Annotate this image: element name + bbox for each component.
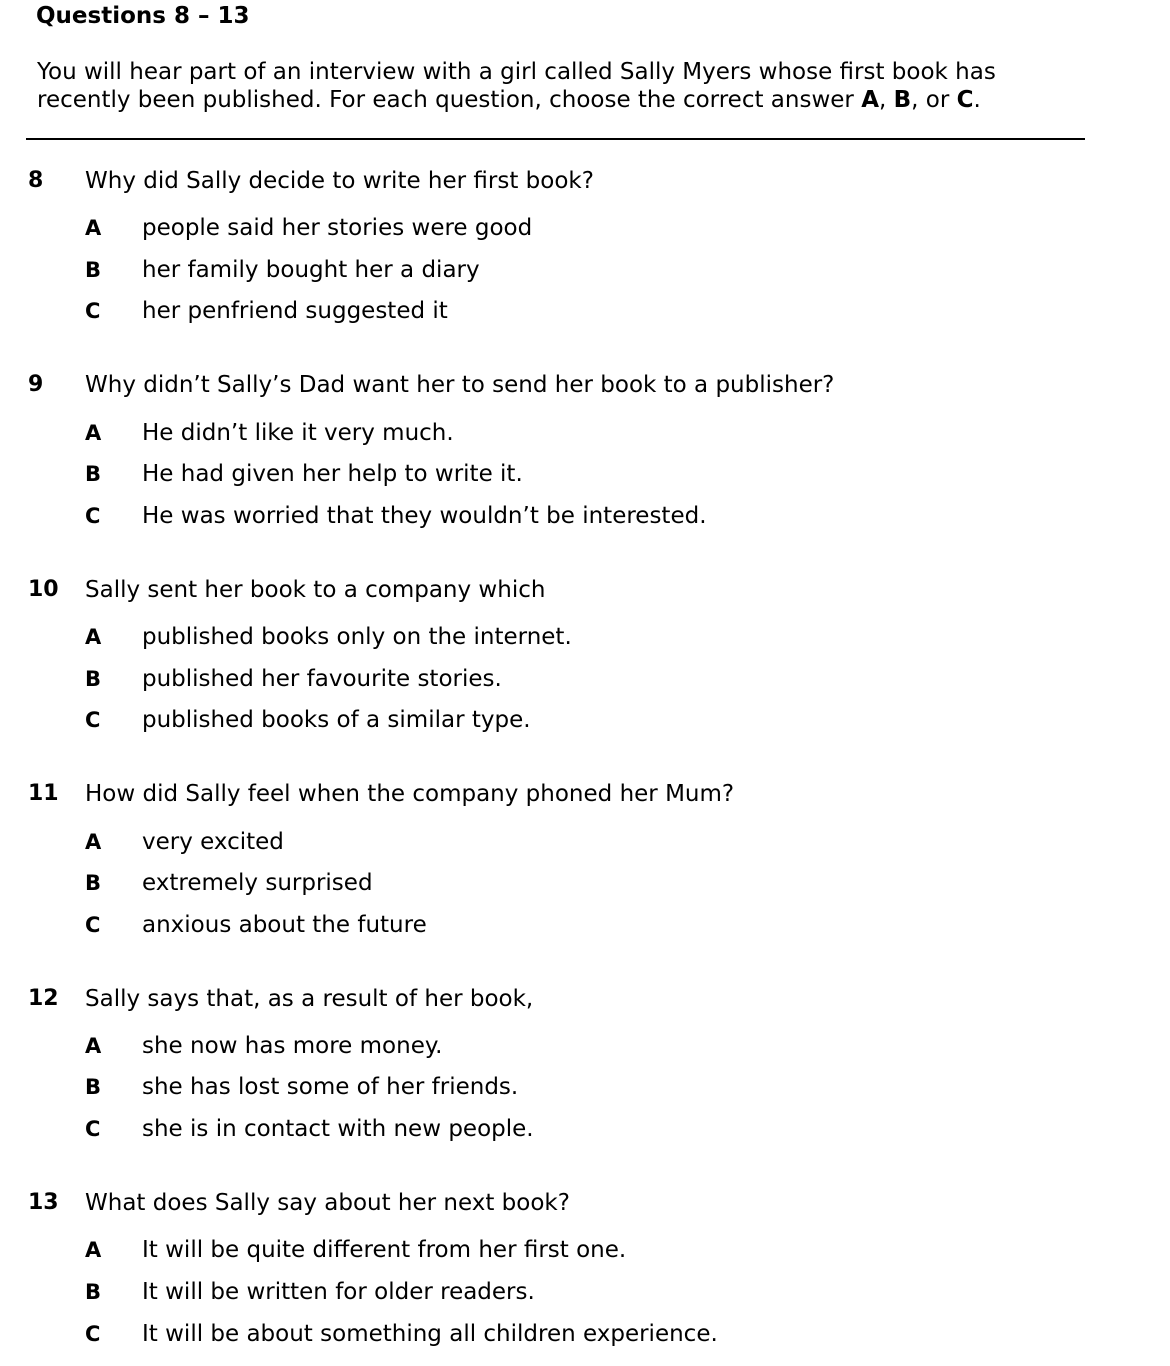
option-text: her family bought her a diary xyxy=(142,257,480,283)
option-text: anxious about the future xyxy=(142,912,427,938)
option-text: It will be quite different from her first one. xyxy=(142,1237,627,1263)
option-text: published her favourite stories. xyxy=(142,666,502,692)
option-letter: A xyxy=(85,625,102,649)
option-c[interactable] xyxy=(0,911,1170,941)
option-b[interactable] xyxy=(0,665,1170,695)
option-b[interactable] xyxy=(0,1073,1170,1103)
answer-letter-c: C xyxy=(956,87,974,113)
answer-letter-a: A xyxy=(861,87,880,113)
option-a[interactable] xyxy=(0,214,1170,244)
option-letter: A xyxy=(85,1238,102,1262)
instructions-separator: , xyxy=(879,87,894,113)
question-number: 13 xyxy=(28,1190,59,1215)
option-b[interactable] xyxy=(0,869,1170,899)
option-letter: B xyxy=(85,667,102,691)
instructions xyxy=(37,58,1077,114)
option-letter: B xyxy=(85,1280,102,1304)
option-a[interactable] xyxy=(0,623,1170,653)
option-letter: B xyxy=(85,1075,102,1099)
option-letter: A xyxy=(85,216,102,240)
option-letter: A xyxy=(85,830,102,854)
option-letter: C xyxy=(85,1322,101,1346)
option-text: He was worried that they wouldn’t be interested. xyxy=(142,503,707,529)
option-letter: B xyxy=(85,258,102,282)
option-text: He didn’t like it very much. xyxy=(142,420,454,446)
question-text: How did Sally feel when the company phoned her Mum? xyxy=(85,781,735,807)
option-c[interactable] xyxy=(0,1320,1170,1350)
option-text: published books of a similar type. xyxy=(142,707,531,733)
answer-letter-b: B xyxy=(893,87,912,113)
option-c[interactable] xyxy=(0,297,1170,327)
instructions-text: You will hear part of an interview with a girl called Sally Myers whose first book has recently been published. For each question, choose the correct answer xyxy=(37,59,996,113)
section-heading: Questions 8 – 13 xyxy=(36,3,250,29)
option-text: published books only on the internet. xyxy=(142,624,572,650)
horizontal-divider xyxy=(26,138,1085,140)
question-text: Why did Sally decide to write her first book? xyxy=(85,168,594,194)
option-b[interactable] xyxy=(0,256,1170,286)
option-text: she now has more money. xyxy=(142,1033,443,1059)
option-letter: C xyxy=(85,504,101,528)
option-b[interactable] xyxy=(0,460,1170,490)
question-text: What does Sally say about her next book? xyxy=(85,1190,570,1216)
question-text: Sally says that, as a result of her book, xyxy=(85,986,534,1012)
option-text: It will be about something all children experience. xyxy=(142,1321,718,1347)
option-a[interactable] xyxy=(0,1032,1170,1062)
option-text: very excited xyxy=(142,829,284,855)
question-number: 12 xyxy=(28,986,59,1011)
option-c[interactable] xyxy=(0,502,1170,532)
question-number: 9 xyxy=(28,372,44,397)
option-c[interactable] xyxy=(0,706,1170,736)
option-text: extremely surprised xyxy=(142,870,373,896)
question-text: Why didn’t Sally’s Dad want her to send her book to a publisher? xyxy=(85,372,835,398)
option-letter: C xyxy=(85,1117,101,1141)
option-text: He had given her help to write it. xyxy=(142,461,523,487)
option-letter: A xyxy=(85,1034,102,1058)
instructions-separator: , or xyxy=(911,87,957,113)
option-a[interactable] xyxy=(0,1236,1170,1266)
option-letter: C xyxy=(85,299,101,323)
instructions-end: . xyxy=(973,87,981,113)
option-text: her penfriend suggested it xyxy=(142,298,448,324)
option-text: she has lost some of her friends. xyxy=(142,1074,519,1100)
option-text: It will be written for older readers. xyxy=(142,1279,535,1305)
option-letter: C xyxy=(85,708,101,732)
question-number: 11 xyxy=(28,781,59,806)
option-letter: B xyxy=(85,462,102,486)
option-letter: A xyxy=(85,421,102,445)
option-a[interactable] xyxy=(0,828,1170,858)
question-text: Sally sent her book to a company which xyxy=(85,577,546,603)
question-number: 8 xyxy=(28,168,44,193)
option-letter: C xyxy=(85,913,101,937)
option-letter: B xyxy=(85,871,102,895)
option-a[interactable] xyxy=(0,419,1170,449)
option-text: she is in contact with new people. xyxy=(142,1116,534,1142)
option-c[interactable] xyxy=(0,1115,1170,1145)
option-b[interactable] xyxy=(0,1278,1170,1308)
question-number: 10 xyxy=(28,577,59,602)
option-text: people said her stories were good xyxy=(142,215,533,241)
